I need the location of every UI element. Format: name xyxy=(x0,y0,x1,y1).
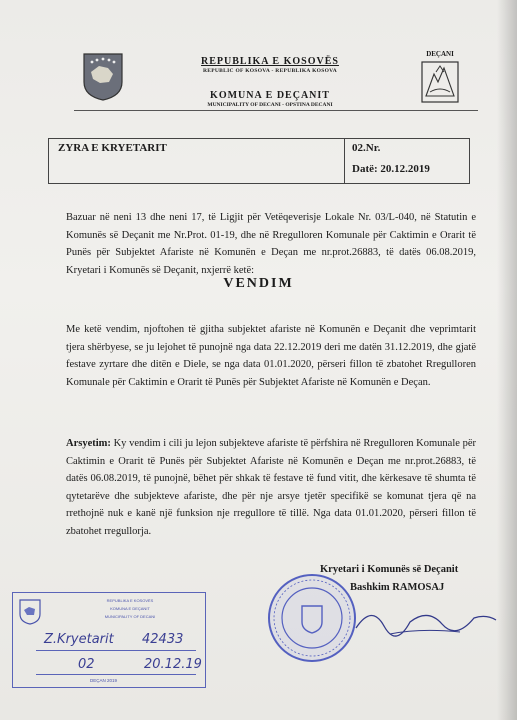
page-shadow xyxy=(497,0,517,720)
signatory-office: Kryetari i Komunës së Deçanit xyxy=(320,564,459,575)
document-date: Datë: 20.12.2019 xyxy=(352,163,430,175)
stamp-rule-1 xyxy=(36,650,196,651)
stamp-rule-2 xyxy=(36,674,196,675)
stamp-footer: DEÇAN 2019 xyxy=(90,678,118,683)
office-box-divider xyxy=(344,138,345,184)
stamp-handwritten-office: Z.Kryetarit xyxy=(44,632,114,647)
reasoning-label: Arsyetim: xyxy=(66,438,111,449)
intro-paragraph: Bazuar në neni 13 dhe neni 17, të Ligjit për Vetëqeverisje Lokale Nr. 03/L-040, në Statutin e Komunës së Deçanit me Nr.Prot. 01-19, dhe në Rregulloren Komunale për Caktimin e Orarit të Punës për Subjektet Afariste në Komunën e Deçan me nr.prot.26883, të datës 06.08.2019, Kryetari i Komunës së Deçanit, nxjerrë ketë: xyxy=(66,212,476,276)
office-name: ZYRA E KRYETARIT xyxy=(58,142,167,154)
signatory-name: Bashkim RAMOSAJ xyxy=(350,582,445,593)
republic-subtitle: REPUBLIC OF KOSOVA - REPUBLIKA KOSOVA xyxy=(202,68,337,74)
reasoning-paragraph xyxy=(66,435,476,540)
reasoning-text: Ky vendim i cili ju lejon subjekteve afariste të përfshira në Rregulloren Komunale për Caktimin e Orarit të Punës për Subjektet Afariste në Komunën e Deçan me nr.prot.26883, të datës 06.08.2019, të punojnë, bëhet për shkak të festave të fund vitit, dhe kërkesave të shumta të qytetarëve dhe subjekteve afariste, dhe për nje arsye tjetër specifikë se komunat tjera që na rrethojnë nuk e kanë një funksion nje rregullore të tillë. Nga data 01.01.2020, përseri fillon të zbatohet rregullorja. xyxy=(66,438,476,537)
kosovo-emblem-icon xyxy=(82,52,124,102)
stamp-line-3: MUNICIPALITY OF DECANI xyxy=(104,614,156,619)
decani-logo-icon xyxy=(420,52,460,104)
stamp-handwritten-date: 20.12.19 xyxy=(144,657,202,672)
decision-paragraph: Me ketë vendim, njoftohen të gjitha subjektet afariste në Komunën e Deçanit dhe veprimtarit tjera shërbyese, se ju lejohet të punojnë nga data 22.12.2019 deri me datën 31.12.2019, dhe gjatë festave zyrtare dhe ditën e Diele, se nga data 01.01.2020, përseri fillon të zbatohet Rregulloren Komunale për Caktimin e Orarit të Punës për Subjektet Afariste në Komunën e Deçan. xyxy=(66,324,476,388)
stamp-line-1: REPUBLIKA E KOSOVËS xyxy=(106,598,154,603)
stamp-emblem-icon xyxy=(18,598,42,626)
handwritten-signature-icon xyxy=(350,598,500,648)
republic-title: REPUBLIKA E KOSOVËS xyxy=(201,56,339,67)
stamp-handwritten-number: 42433 xyxy=(142,632,184,647)
municipality-title: KOMUNA E DEÇANIT xyxy=(210,90,330,101)
decision-title: VENDIM xyxy=(223,276,294,291)
stamp-handwritten-code: 02 xyxy=(78,657,95,672)
municipality-subtitle: MUNICIPALITY OF DECANI - OPSTINA DECANI xyxy=(207,102,333,108)
stamp-line-2: KOMUNA E DEÇANIT xyxy=(110,606,150,611)
decani-logo-label: DEÇANI xyxy=(426,50,454,58)
municipal-seal-icon xyxy=(266,572,358,664)
protocol-number: 02.Nr. xyxy=(352,142,381,154)
